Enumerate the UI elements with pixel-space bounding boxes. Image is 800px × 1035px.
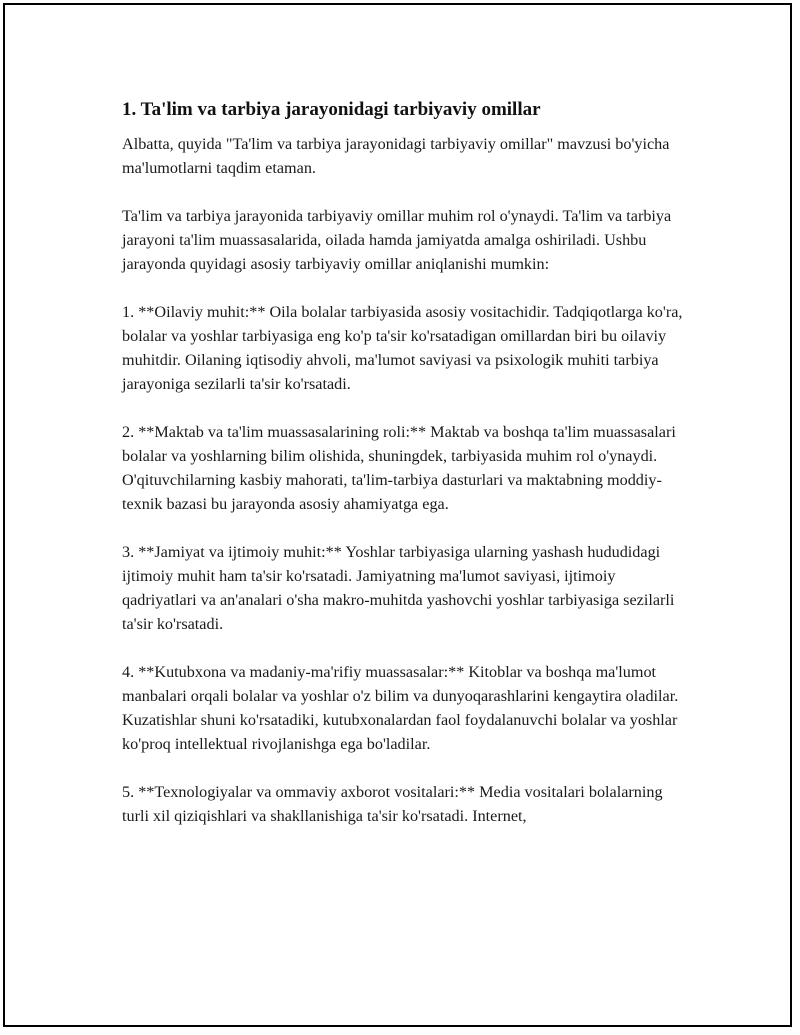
- overview-paragraph: Ta'lim va tarbiya jarayonida tarbiyaviy omillar muhim rol o'ynaydi. Ta'lim va tarbiya jarayoni ta'lim muassasalarida, oilada hamda jamiyatda amalga oshiriladi. Ushbu jarayonda quyidagi asosiy tarbiyaviy omillar aniqlanishi mumkin:: [122, 207, 672, 273]
- factor-school-paragraph: 2. **Maktab va ta'lim muassasalarining roli:** Maktab va boshqa ta'lim muassasalari bolalar va yoshlarning bilim olishida, shuningdek, tarbiyasida muhim rol o'ynaydi. O'qituvchilarning kasbiy mahorati, ta'lim-tarbiya dasturlari va maktabning moddiy-texnik bazasi bu jarayonda asosiy ahamiyatga ega.: [122, 423, 676, 513]
- factor-library-paragraph: 4. **Kutubxona va madaniy-ma'rifiy muassasalar:** Kitoblar va boshqa ma'lumot manbalari orqali bolalar va yoshlar o'z bilim va dunyoqarashlarini kengaytira oladilar. Kuzatishlar shuni ko'rsatadiki, kutubxonalardan faol foydalanuvchi bolalar va yoshlar ko'proq intellektual rivojlanishga ega bo'ladilar.: [122, 663, 679, 753]
- factor-media-paragraph: 5. **Texnologiyalar va ommaviy axborot vositalari:** Media vositalari bolalarning turli xil qiziqishlari va shakllanishiga ta'sir ko'rsatadi. Internet,: [122, 783, 663, 825]
- factor-society-paragraph: 3. **Jamiyat va ijtimoiy muhit:** Yoshlar tarbiyasiga ularning yashash hududidagi ijtimoiy muhit ham ta'sir ko'rsatadi. Jamiyatning ma'lumot saviyasi, ijtimoiy qadriyatlari va an'analari o'sha makro-muhitda yashovchi yoshlar tarbiyasiga sezilarli ta'sir ko'rsatadi.: [122, 543, 675, 633]
- intro-paragraph: Albatta, quyida "Ta'lim va tarbiya jarayonidagi tarbiyaviy omillar" mavzusi bo'yicha ma'lumotlarni taqdim etaman.: [122, 135, 670, 177]
- document-page: [3, 3, 792, 1027]
- document-body: [122, 97, 692, 852]
- factor-family-paragraph: 1. **Oilaviy muhit:** Oila bolalar tarbiyasida asosiy vositachidir. Tadqiqotlarga ko'ra, bolalar va yoshlar tarbiyasiga eng ko'p ta'sir ko'rsatadigan omillardan biri bu oilaviy muhitdir. Oilaning iqtisodiy ahvoli, ma'lumot saviyasi va psixologik muhiti tarbiya jarayoniga sezilarli ta'sir ko'rsatadi.: [122, 303, 683, 393]
- section-heading: 1. Ta'lim va tarbiya jarayonidagi tarbiyaviy omillar: [122, 99, 541, 120]
